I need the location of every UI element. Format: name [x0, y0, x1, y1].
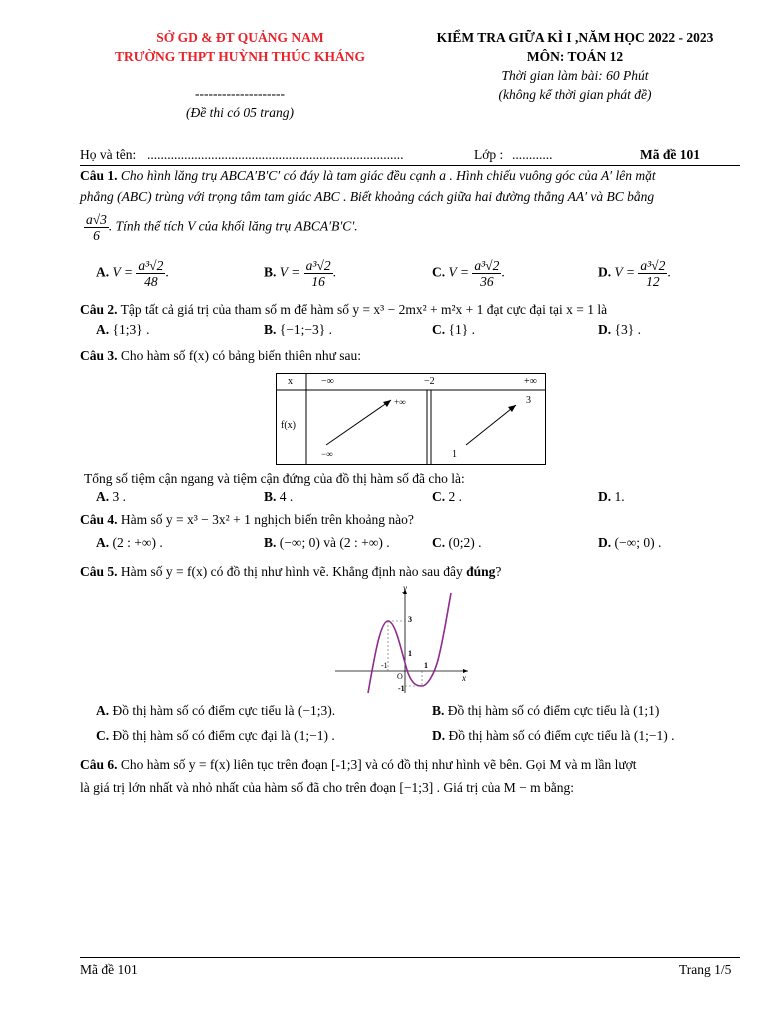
- q2-option-c[interactable]: C. {1} .: [432, 322, 475, 337]
- graph-y-label: y: [403, 583, 407, 593]
- function-graph: [330, 585, 470, 695]
- q2-text: Tập tất cả giá trị của tham số m để hàm số y = x³ − 2mx² + m²x + 1 đạt cực đại tại x = 1 là: [117, 302, 608, 317]
- class-label: Lớp :: [474, 147, 504, 162]
- q1-text-line3: . Tính thể tích V của khối lăng trụ ABCA′B′C′.: [108, 218, 358, 234]
- q3-label: Câu 3.: [80, 348, 118, 363]
- q4-text: Hàm số y = x³ − 3x² + 1 nghịch biến trên khoảng nào?: [117, 512, 414, 527]
- q2-option-a[interactable]: A. {1;3} .: [96, 322, 150, 337]
- q6-text-line1: Cho hàm số y = f(x) liên tục trên đoạn [-1;3] và có đồ thị như hình vẽ bên. Gọi M và m lần lượt: [117, 757, 637, 772]
- header-dashes: --------------------: [195, 86, 285, 101]
- graph-x-label: x: [462, 673, 466, 683]
- table-x-neg-inf: −∞: [321, 376, 334, 387]
- table-x-pos-inf: +∞: [524, 376, 537, 387]
- q1-option-c[interactable]: C. V = $\frac{\text{a³√2}}{36}$ .: [432, 258, 505, 289]
- q4-option-c[interactable]: C. (0;2) .: [432, 535, 482, 550]
- table-f-left-top: +∞: [394, 397, 406, 407]
- footer-divider: [80, 957, 740, 958]
- exam-title: KIỂM TRA GIỮA KÌ I ,NĂM HỌC 2022 - 2023: [436, 30, 714, 45]
- q2-option-b[interactable]: B. {−1;−3} .: [264, 322, 332, 337]
- q2-option-d[interactable]: D. {3} .: [598, 322, 641, 337]
- q1-label: Câu 1.: [80, 168, 118, 183]
- graph-tick-ym1: -1: [398, 684, 405, 693]
- table-f-right-bottom: 1: [452, 449, 457, 460]
- q5-text-end: ?: [495, 564, 502, 579]
- q6-text-line2: là giá trị lớn nhất và nhỏ nhất của hàm số đã cho trên đoạn [−1;3] . Giá trị của M − m bằng:: [80, 780, 574, 795]
- name-field[interactable]: ............................................................................: [147, 147, 404, 162]
- q6-label: Câu 6.: [80, 757, 118, 772]
- graph-origin: O: [397, 672, 403, 681]
- q4-option-b[interactable]: B. (−∞; 0) và (2 : +∞) .: [264, 535, 390, 550]
- graph-tick-y1: 1: [408, 649, 412, 658]
- pages-note: (Đề thi có 05 trang): [186, 105, 294, 120]
- variation-table: [276, 373, 546, 465]
- table-x-label: x: [288, 376, 293, 387]
- q1-option-b[interactable]: B. V = $\frac{\text{a³√2}}{16}$ .: [264, 258, 336, 289]
- q4-label: Câu 4.: [80, 512, 118, 527]
- exam-subject: MÔN: TOÁN 12: [526, 49, 624, 64]
- name-label: Họ và tên:: [80, 147, 137, 162]
- q1-text-line2: phẳng (ABC) trùng với trọng tâm tam giác ABC . Biết khoảng cách giữa hai đường thẳng AA′ và BC bằng: [80, 189, 655, 204]
- header-divider: [80, 165, 740, 166]
- table-f-left-bottom: −∞: [321, 449, 333, 459]
- q1-option-d[interactable]: D. V = $\frac{\text{a³√2}}{12}$ .: [598, 258, 671, 289]
- table-f-right-top: 3: [526, 395, 531, 406]
- q1-text-line1: Cho hình lăng trụ ABCA′B′C′ có đáy là tam giác đều cạnh a . Hình chiếu vuông góc của A′ lên mặt: [117, 168, 656, 183]
- exam-code: Mã đề 101: [640, 147, 700, 162]
- department-name: SỞ GD & ĐT QUẢNG NAM: [156, 30, 324, 45]
- q5-text-bold: đúng: [466, 564, 496, 579]
- graph-tick-x1: 1: [424, 661, 428, 670]
- table-x-critical: −2: [424, 376, 435, 387]
- class-field[interactable]: ............: [512, 147, 553, 162]
- q1-option-a[interactable]: A. V = $\frac{\text{a³√2}}{48}$ .: [96, 258, 169, 289]
- q3-text: Cho hàm số f(x) có bảng biến thiên như sau:: [117, 348, 362, 363]
- q3-option-d[interactable]: D. 1.: [598, 489, 625, 504]
- q4-option-a[interactable]: A. (2 : +∞) .: [96, 535, 163, 550]
- q5-label: Câu 5.: [80, 564, 118, 579]
- q4-option-d[interactable]: D. (−∞; 0) .: [598, 535, 662, 550]
- graph-tick-xm1: -1: [381, 661, 388, 670]
- q3-option-c[interactable]: C. 2 .: [432, 489, 462, 504]
- q3-option-b[interactable]: B. 4 .: [264, 489, 294, 504]
- footer-exam-code: Mã đề 101: [80, 962, 138, 977]
- q2-label: Câu 2.: [80, 302, 118, 317]
- exam-duration: Thời gian làm bài: 60 Phút: [501, 68, 649, 83]
- q5-option-a[interactable]: A. Đồ thị hàm số có điểm cực tiểu là (−1;3).: [96, 703, 336, 718]
- graph-tick-y3: 3: [408, 615, 412, 624]
- q5-option-b[interactable]: B. Đồ thị hàm số có điểm cực tiểu là (1;1): [432, 703, 660, 718]
- q3-option-a[interactable]: A. 3 .: [96, 489, 126, 504]
- q5-option-d[interactable]: D. Đồ thị hàm số có điểm cực tiểu là (1;−1) .: [432, 728, 675, 743]
- footer-page-number: Trang 1/5: [679, 962, 732, 977]
- school-name: TRƯỜNG THPT HUỲNH THÚC KHÁNG: [114, 49, 366, 64]
- q3-question: Tổng số tiệm cận ngang và tiệm cận đứng của đồ thị hàm số đã cho là:: [84, 471, 465, 486]
- exam-duration-note: (không kể thời gian phát đề): [498, 87, 652, 102]
- q5-option-c[interactable]: C. Đồ thị hàm số có điểm cực đại là (1;−1) .: [96, 728, 335, 743]
- q1-distance-fraction: $\frac{a√3}{6}$: [86, 212, 107, 243]
- table-f-label: f(x): [281, 420, 296, 431]
- q5-text: Hàm số y = f(x) có đồ thị như hình vẽ. Khẳng định nào sau đây: [117, 564, 467, 579]
